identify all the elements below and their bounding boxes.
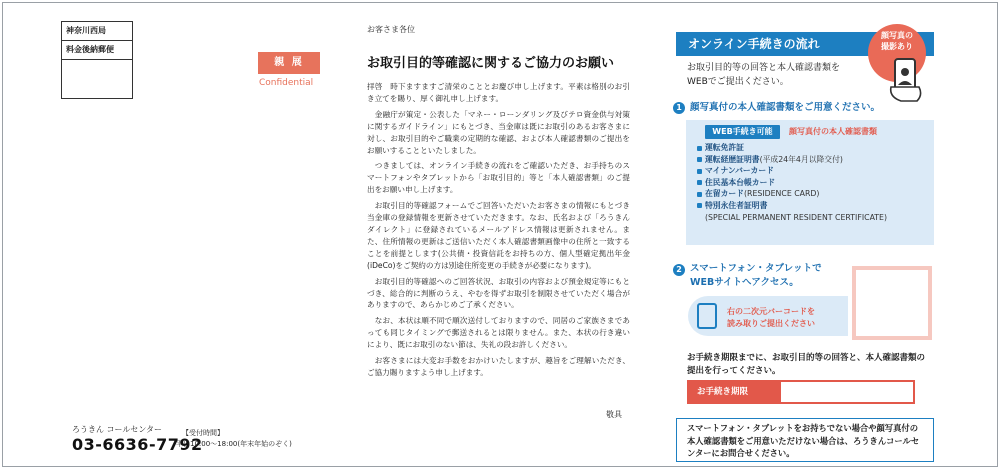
deadline-instruction (687, 352, 925, 378)
id-document-name: 特別永住者証明書 (705, 200, 768, 210)
letter-closing: 敬具 (606, 410, 622, 419)
qr-code-area[interactable] (852, 266, 932, 340)
bullet-icon (697, 180, 702, 185)
id-document-note: (平成24年4月以降交付) (759, 154, 843, 164)
flow-intro-line: お取引目的等の回答と本人確認書類を (687, 63, 841, 73)
qr-instruction (727, 306, 815, 330)
confidential-label: Confidential (259, 78, 314, 88)
id-document-name: 運転免許証 (705, 143, 744, 152)
list-item (697, 165, 887, 177)
list-item (697, 177, 887, 189)
letter-paragraph: 金融庁が策定・公表した「マネー・ローンダリング及びテロ資金供与対策に関するガイドライン」にもとづき、当金庫は既にお取引のあるお客さまに対し、お取引目的やご職業の定期的な確認、および本人確認書類のご提出をお願いすることといたしました。 (367, 109, 630, 155)
flow-intro-line: WEBでご提出ください。 (687, 77, 789, 87)
deadline-instruction-line: 提出を行ってください。 (687, 366, 781, 376)
letter-paragraph: お客さまには大変お手数をおかけいたしますが、趣旨をご理解いただき、ご協力賜りますよう申し上げます。 (367, 356, 630, 377)
flow-header: オンライン手続きの流れ (676, 32, 934, 56)
letter-paragraph: つきましては、オンライン手続きの流れをご確認いただき、お手持ちのスマートフォンやタブレットから「お取引目的」等と「本人確認書類」のご提出をお願い申し上げます。 (367, 161, 630, 195)
id-document-name: 在留カード (705, 189, 744, 199)
letter-salutation: お客さま各位 (367, 25, 415, 34)
bullet-icon (697, 146, 702, 151)
step-2-number: 2 (673, 264, 685, 276)
bullet-icon (697, 157, 702, 162)
web-badge-note: 顔写真付の本人確認書類 (789, 127, 877, 136)
letter-body (367, 81, 630, 383)
bullet-icon (697, 192, 702, 197)
list-item (697, 200, 887, 212)
step-2-title-line: WEBサイトへアクセス。 (690, 277, 799, 288)
letter-paragraph: 拝啓 時下ますますご清栄のこととお慶び申し上げます。平素は格別のお引き立てを賜り、厚く御礼申し上げます。 (367, 82, 630, 103)
qr-instruction-line: 右の二次元バーコードを (727, 307, 815, 316)
qr-instruction-line: 読み取りご提出ください (727, 319, 815, 328)
bullet-icon (697, 169, 702, 174)
id-documents-list (697, 142, 887, 223)
letter-title: お取引目的等確認に関するご協力のお願い (367, 56, 615, 71)
id-document-name: マイナンバーカード (705, 166, 774, 176)
id-document-sub-note: (SPECIAL PERMANENT RESIDENT CERTIFICATE) (705, 212, 888, 222)
contact-note: スマートフォン・タブレットをお持ちでない場合や顔写真付の本人確認書類をご用意いただけない場合は、ろうきんコールセンターにお問合せください。 (676, 418, 934, 462)
photo-badge-line: 撮影あり (881, 42, 913, 51)
id-document-name: 運転経歴証明書 (705, 154, 760, 164)
deadline-instruction-line: お手続き期限までに、お取引目的等の回答と、本人確認書類の (687, 353, 926, 363)
call-center-hours: 平日10:00～18:00(年末年始のぞく) (176, 440, 292, 448)
step-1-number: 1 (673, 102, 685, 114)
list-item (697, 188, 887, 200)
id-document-note: (RESIDENCE CARD) (743, 189, 820, 199)
step-1-title: 顔写真付の本人確認書類をご用意ください。 (690, 102, 881, 113)
deadline-label: お手続き期限 (689, 382, 781, 402)
postmark-box (61, 21, 133, 99)
list-item (697, 154, 887, 166)
call-center-phone: 03-6636-7792 (72, 435, 203, 454)
tablet-icon (697, 303, 717, 329)
deadline-field (687, 380, 915, 404)
id-document-name: 住民基本台帳カード (705, 177, 776, 187)
letter-paragraph: お取引目的等確認へのご回答状況、お取引の内容および預金規定等にもとづき、総合的に判断のうえ、やむを得ずお取引を制限させていただく場合がありますので、あらかじめご了承ください。 (367, 276, 630, 310)
postmark-office: 神奈川西局 (62, 22, 132, 41)
photo-badge-line: 顔写真の (881, 31, 913, 40)
letter-paragraph: お取引目的等確認フォームでご回答いただいたお客さまの情報にもとづき当金庫の登録情報を更新させていただきます。なお、氏名および「ろうきんダイレクト」に登録されているメールアドレス情報は更新されません。また、住所情報の更新はご送信いただく本人確認書類画像中の住所と一致することを前提とします(公共債・投資信託をお持ちの方、個人型確定拠出年金(iDeCo)をご契約の方は別途住所変更の手続きが必要になります)。 (367, 201, 630, 270)
hand-phone-icon (883, 57, 927, 103)
confidential-badge: 親 展 (258, 52, 320, 74)
call-center-hours-label: 【受付時間】 (182, 429, 224, 437)
call-center-name: ろうきん コールセンター (72, 425, 163, 434)
list-item (697, 142, 887, 154)
letter-paragraph: なお、本状は順不同で順次送付しておりますので、同居のご家族さまであっても同じタイミングで郵送されるとは限りません。また、本状の行き違いにより、既にお取引のない節は、失礼の段お許しください。 (367, 316, 630, 350)
web-procedure-badge: WEB手続き可能 (705, 125, 780, 139)
bullet-icon (697, 203, 702, 208)
flow-intro (687, 61, 840, 89)
step-2-title-line: スマートフォン・タブレットで (690, 263, 822, 274)
step-2-title (690, 262, 822, 290)
postmark-type: 料金後納郵便 (62, 41, 132, 60)
